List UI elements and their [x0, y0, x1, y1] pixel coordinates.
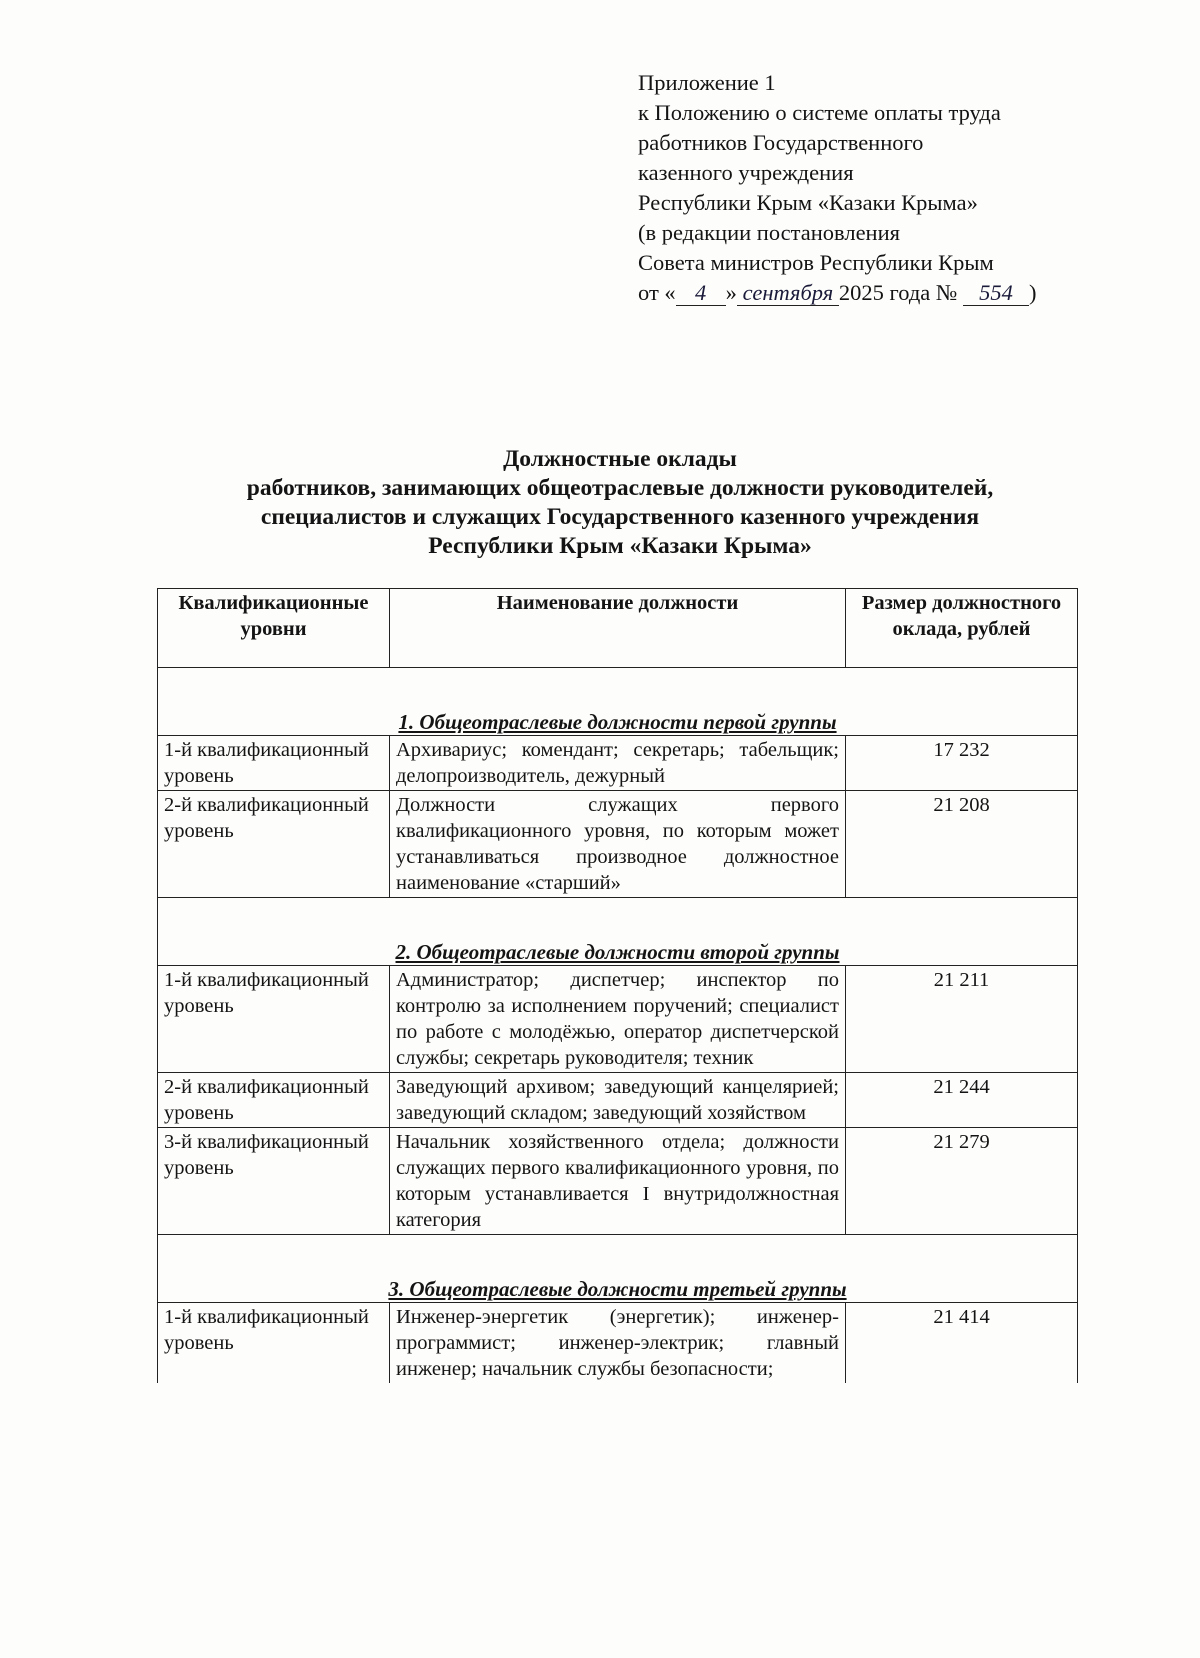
title-line: специалистов и служащих Государственного казенного учреждения	[260, 504, 980, 530]
close-paren: )	[1028, 280, 1037, 305]
group-title: 1. Общеотраслевые должности первой группы	[398, 710, 837, 734]
qualification-level-cell: 3-й квалификационный уровень	[158, 1128, 390, 1235]
table-row	[158, 966, 1078, 1073]
position-name-cell: Начальник хозяйственного отдела; должности служащих первого квалификационного уровня, по которым устанавливается I внутридолжностная категория	[390, 1128, 846, 1235]
position-name-cell: Заведующий архивом; заведующий канцелярией; заведующий складом; заведующий хозяйством	[390, 1073, 846, 1128]
appendix-line: к Положению о системе оплаты труда	[638, 100, 1001, 125]
handwritten-day: 4	[676, 281, 726, 306]
table-row	[158, 1073, 1078, 1128]
title-line: работников, занимающих общеотраслевые должности руководителей,	[246, 475, 994, 501]
group-header-row	[158, 898, 1078, 966]
position-name-cell: Архивариус; комендант; секретарь; табельщик; делопроизводитель, дежурный	[390, 736, 846, 791]
salary-cell: 17 232	[846, 736, 1078, 791]
salary-cell: 21 279	[846, 1128, 1078, 1235]
table-row	[158, 1303, 1078, 1384]
salary-cell: 21 211	[846, 966, 1078, 1073]
header-qualification-levels: Квалификационные уровни	[158, 589, 390, 668]
appendix-line: Приложение 1	[638, 70, 776, 95]
day-close: »	[725, 280, 737, 305]
appendix-line: казенного учреждения	[638, 160, 854, 185]
document-title	[100, 445, 1140, 561]
salary-table	[157, 588, 1078, 1383]
qualification-level-cell: 1-й квалификационный уровень	[158, 966, 390, 1073]
position-name-cell: Администратор; диспетчер; инспектор по контролю за исполнением поручений; специалист по работе с молодёжью, оператор диспетчерской службы; секретарь руководителя; техник	[390, 966, 846, 1073]
qualification-level-cell: 2-й квалификационный уровень	[158, 791, 390, 898]
qualification-level-cell: 1-й квалификационный уровень	[158, 736, 390, 791]
appendix-line: (в редакции постановления	[638, 220, 900, 245]
appendix-line: работников Государственного	[638, 130, 924, 155]
table-header-row	[158, 589, 1078, 668]
group-header-row	[158, 1235, 1078, 1303]
position-name-cell: Должности служащих первого квалификационного уровня, по которым может устанавливаться производное должностное наименование «старший»	[390, 791, 846, 898]
appendix-line: Республики Крым «Казаки Крыма»	[638, 190, 978, 215]
header-salary-size: Размер должностного оклада, рублей	[846, 589, 1078, 668]
salary-cell: 21 208	[846, 791, 1078, 898]
group-title: 2. Общеотраслевые должности второй группы	[395, 940, 840, 964]
position-name-cell: Инженер-энергетик (энергетик); инженер-программист; инженер-электрик; главный инженер; начальник службы безопасности;	[390, 1303, 846, 1384]
year-text: 2025 года №	[838, 280, 958, 305]
appendix-date-line	[638, 278, 1108, 308]
group-header-row	[158, 668, 1078, 736]
salary-cell: 21 244	[846, 1073, 1078, 1128]
salary-cell: 21 414	[846, 1303, 1078, 1384]
qualification-level-cell: 2-й квалификационный уровень	[158, 1073, 390, 1128]
appendix-line: Совета министров Республики Крым	[638, 250, 994, 275]
date-prefix: от «	[638, 280, 676, 305]
handwritten-number: 554	[963, 281, 1029, 306]
table-row	[158, 736, 1078, 791]
group-title: 3. Общеотраслевые должности третьей группы	[388, 1277, 847, 1301]
title-line: Должностные оклады	[503, 446, 737, 472]
handwritten-month: сентября	[737, 281, 839, 306]
table-row	[158, 1128, 1078, 1235]
header-position-name: Наименование должности	[390, 589, 846, 668]
title-line: Республики Крым «Казаки Крыма»	[428, 533, 812, 559]
appendix-block	[638, 68, 1108, 308]
table-row	[158, 791, 1078, 898]
qualification-level-cell: 1-й квалификационный уровень	[158, 1303, 390, 1384]
